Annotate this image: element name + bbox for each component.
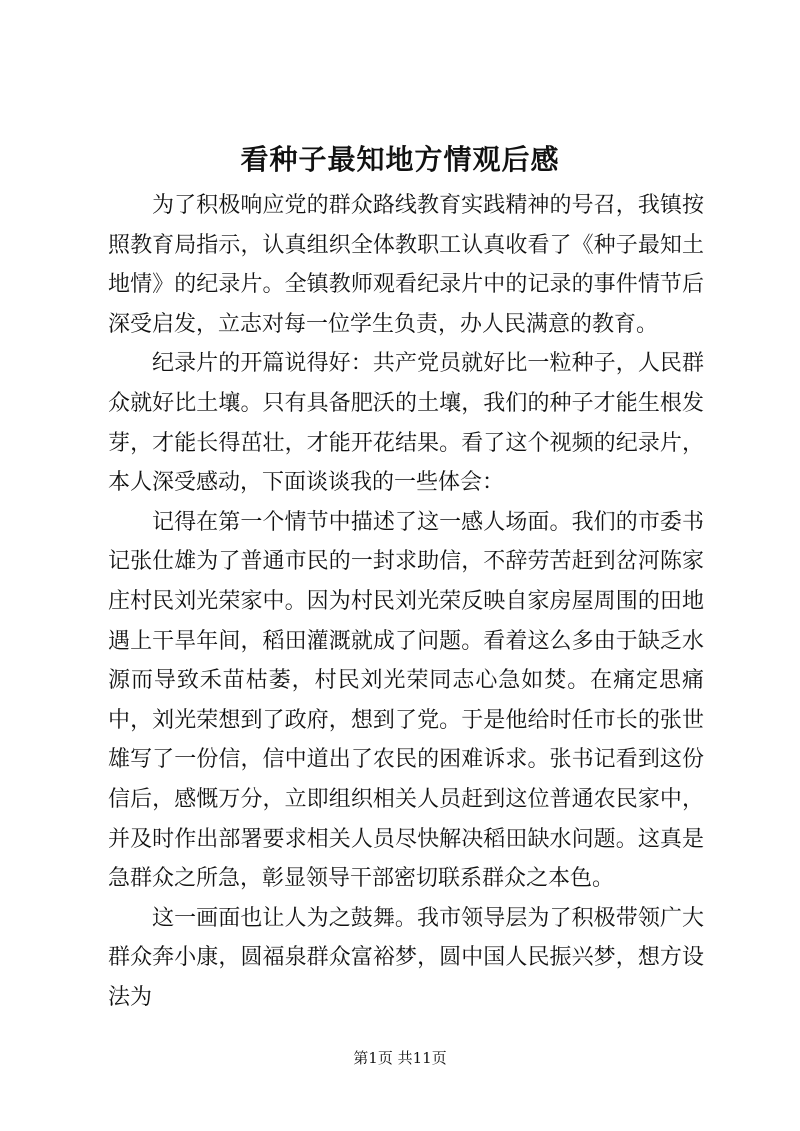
paragraph: 记得在第一个情节中描述了这一感人场面。我们的市委书记张仕雄为了普通市民的一封求助信，不辞劳苦赶到岔河陈家庄村民刘光荣家中。因为村民刘光荣反映自家房屋周围的田地遇上干旱年间，稻田灌溉就成了问题。看着这么多由于缺乏水源而导致禾苗枯萎，村民刘光荣同志心急如焚。在痛定思痛中，刘光荣想到了政府，想到了党。于是他给时任市长的张世雄写了一份信，信中道出了农民的困难诉求。张书记看到这份信后，感慨万分，立即组织相关人员赶到这位普通农民家中，并及时作出部署要求相关人员尽快解决稻田缺水问题。这真是急群众之所急，彰显领导干部密切联系群众之本色。	[108, 509, 704, 892]
paragraph: 为了积极响应党的群众路线教育实践精神的号召，我镇按照教育局指示，认真组织全体教职工认真收看了《种子最知土地情》的纪录片。全镇教师观看纪录片中的记录的事件情节后深受启发，立志对每一位学生负责，办人民满意的教育。	[108, 193, 704, 337]
paragraph: 这一画面也让人为之鼓舞。我市领导层为了积极带领广大群众奔小康，圆福泉群众富裕梦，圆中国人民振兴梦，想方设法为	[108, 905, 704, 1010]
document-title: 看种子最知地方情观后感	[240, 143, 560, 176]
paragraph: 纪录片的开篇说得好：共产党员就好比一粒种子，人民群众就好比土壤。只有具备肥沃的土壤，我们的种子才能生根发芽，才能长得茁壮，才能开花结果。看了这个视频的纪录片，本人深受感动，下面谈谈我的一些体会：	[108, 351, 704, 496]
document-body	[108, 186, 704, 1017]
page-footer: 第1页 共11页	[353, 1049, 447, 1067]
